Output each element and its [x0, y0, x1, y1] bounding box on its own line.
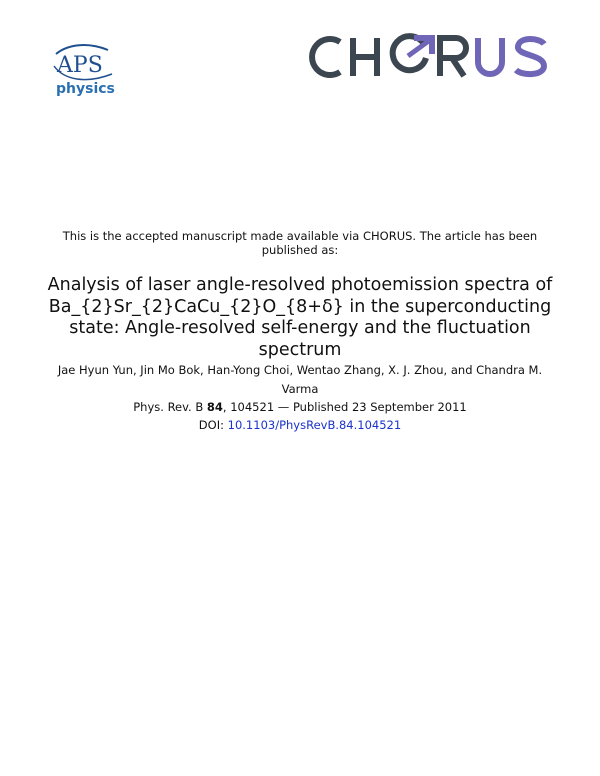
- doi-line: [40, 416, 560, 435]
- chorus-logo-icon: [306, 30, 558, 84]
- article-authors: Jae Hyun Yun, Jin Mo Bok, Han-Yong Choi, Wentao Zhang, X. J. Zhou, and Chandra M. Varma: [57, 363, 543, 396]
- chorus-notice: This is the accepted manuscript made available via CHORUS. The article has been published as:: [62, 229, 538, 257]
- journal-name: Phys. Rev. B: [133, 400, 204, 414]
- citation-pages-date: , 104521 — Published 23 September 2011: [222, 400, 467, 414]
- aps-logo-icon: [50, 40, 120, 100]
- journal-volume: 84: [206, 400, 223, 414]
- doi-link[interactable]: 10.1103/PhysRevB.84.104521: [227, 418, 402, 432]
- aps-text: APS: [57, 53, 103, 78]
- physics-text: physics: [56, 81, 115, 97]
- article-title: Analysis of laser angle-resolved photoemission spectra of Ba_{2}Sr_{2}CaCu_{2}O_{8+δ} in the superconducting state: Angle-resolved self-energy and the fluctuation spectrum: [47, 275, 553, 360]
- doi-label: DOI:: [198, 418, 224, 432]
- article-citation: [40, 398, 560, 417]
- chorus-logo: [306, 30, 558, 84]
- aps-physics-logo: [50, 40, 120, 100]
